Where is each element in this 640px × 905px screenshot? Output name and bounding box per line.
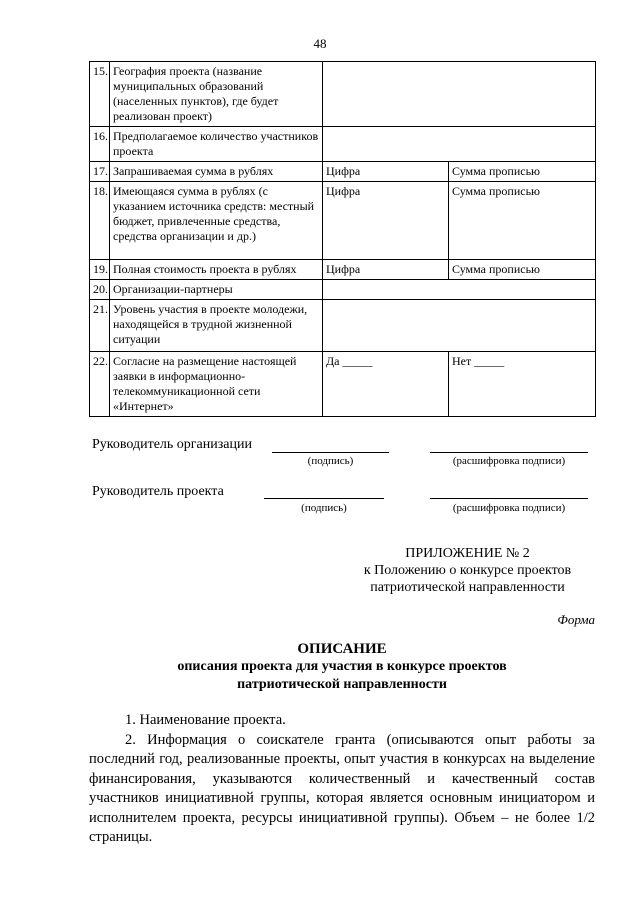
- table-row: [90, 162, 596, 182]
- row-number: 22.: [90, 352, 110, 417]
- project-head-decoding-caption: (расшифровка подписи): [452, 502, 566, 514]
- org-head-label: Руководитель организации: [92, 437, 252, 452]
- row-amount-digits[interactable]: Цифра: [323, 182, 449, 260]
- row-value-cell[interactable]: [323, 127, 596, 162]
- row-number: 17.: [90, 162, 110, 182]
- table-row: [90, 260, 596, 280]
- page-number: 48: [313, 36, 327, 51]
- table-row: [90, 280, 596, 300]
- row-amount-words[interactable]: Нет _____: [449, 352, 596, 417]
- row-label: Уровень участия в проекте молодежи, находящейся в трудной жизненной ситуации: [110, 300, 323, 352]
- project-head-signature-line[interactable]: [264, 498, 384, 499]
- row-label: Запрашиваемая сумма в рублях: [110, 162, 323, 182]
- table-row: [90, 352, 596, 417]
- project-head-label: Руководитель проекта: [92, 484, 224, 499]
- row-label: География проекта (название муниципальных образований (населенных пунктов), где будет реализован проект): [110, 62, 323, 127]
- org-head-decoding-line[interactable]: [430, 452, 588, 453]
- application-form-table: [89, 61, 596, 417]
- row-label: Предполагаемое количество участников проекта: [110, 127, 323, 162]
- row-amount-digits[interactable]: Цифра: [323, 162, 449, 182]
- description-item-2: 2. Информация о соискателе гранта (описываются опыт работы за последний год, реализованные проекты, опыт участия в конкурсах на выделение финансирования, указываются количественный и качественный состав участников инициативной группы, которая является основным инициатором и исполнителем проекта, ресурсы инициативной группы). Объем – не более 1/2 страницы.: [89, 731, 595, 845]
- row-label: Согласие на размещение настоящей заявки в информационно-телекоммуникационной сети «Интернет»: [110, 352, 323, 417]
- row-amount-words[interactable]: Сумма прописью: [449, 182, 596, 260]
- row-label: Имеющаяся сумма в рублях (с указанием источника средств: местный бюджет, привлеченные средства, средства организации и др.): [110, 182, 323, 260]
- appendix-line-2: к Положению о конкурсе проектов: [363, 563, 572, 578]
- table-row: [90, 62, 596, 127]
- row-value-cell[interactable]: [323, 300, 596, 352]
- org-head-signature-line[interactable]: [272, 452, 389, 453]
- document-subtitle-2: патриотической направленности: [237, 677, 447, 692]
- org-head-decoding-caption: (расшифровка подписи): [452, 455, 566, 467]
- row-label: Организации-партнеры: [110, 280, 323, 300]
- row-number: 20.: [90, 280, 110, 300]
- project-head-decoding-line[interactable]: [430, 498, 588, 499]
- row-number: 21.: [90, 300, 110, 352]
- row-number: 18.: [90, 182, 110, 260]
- form-label: Форма: [557, 612, 595, 627]
- row-label: Полная стоимость проекта в рублях: [110, 260, 323, 280]
- appendix-line-3: патриотической направленности: [370, 580, 565, 595]
- row-number: 16.: [90, 127, 110, 162]
- row-amount-words[interactable]: Сумма прописью: [449, 260, 596, 280]
- table-row: [90, 182, 596, 260]
- row-value-cell[interactable]: [323, 280, 596, 300]
- description-item-1: 1. Наименование проекта.: [125, 712, 286, 728]
- table-row: [90, 300, 596, 352]
- row-value-cell[interactable]: [323, 62, 596, 127]
- document-subtitle-1: описания проекта для участия в конкурсе проектов: [177, 659, 507, 674]
- row-number: 19.: [90, 260, 110, 280]
- row-amount-digits[interactable]: Цифра: [323, 260, 449, 280]
- table-row: [90, 127, 596, 162]
- appendix-header: [340, 545, 595, 596]
- appendix-line-1: ПРИЛОЖЕНИЕ № 2: [405, 546, 530, 561]
- row-amount-digits[interactable]: Да _____: [323, 352, 449, 417]
- document-title: ОПИСАНИЕ: [297, 641, 387, 657]
- row-amount-words[interactable]: Сумма прописью: [449, 162, 596, 182]
- description-body: [89, 711, 595, 848]
- project-head-signature-caption: (подпись): [301, 502, 347, 514]
- org-head-signature-caption: (подпись): [307, 455, 354, 467]
- row-number: 15.: [90, 62, 110, 127]
